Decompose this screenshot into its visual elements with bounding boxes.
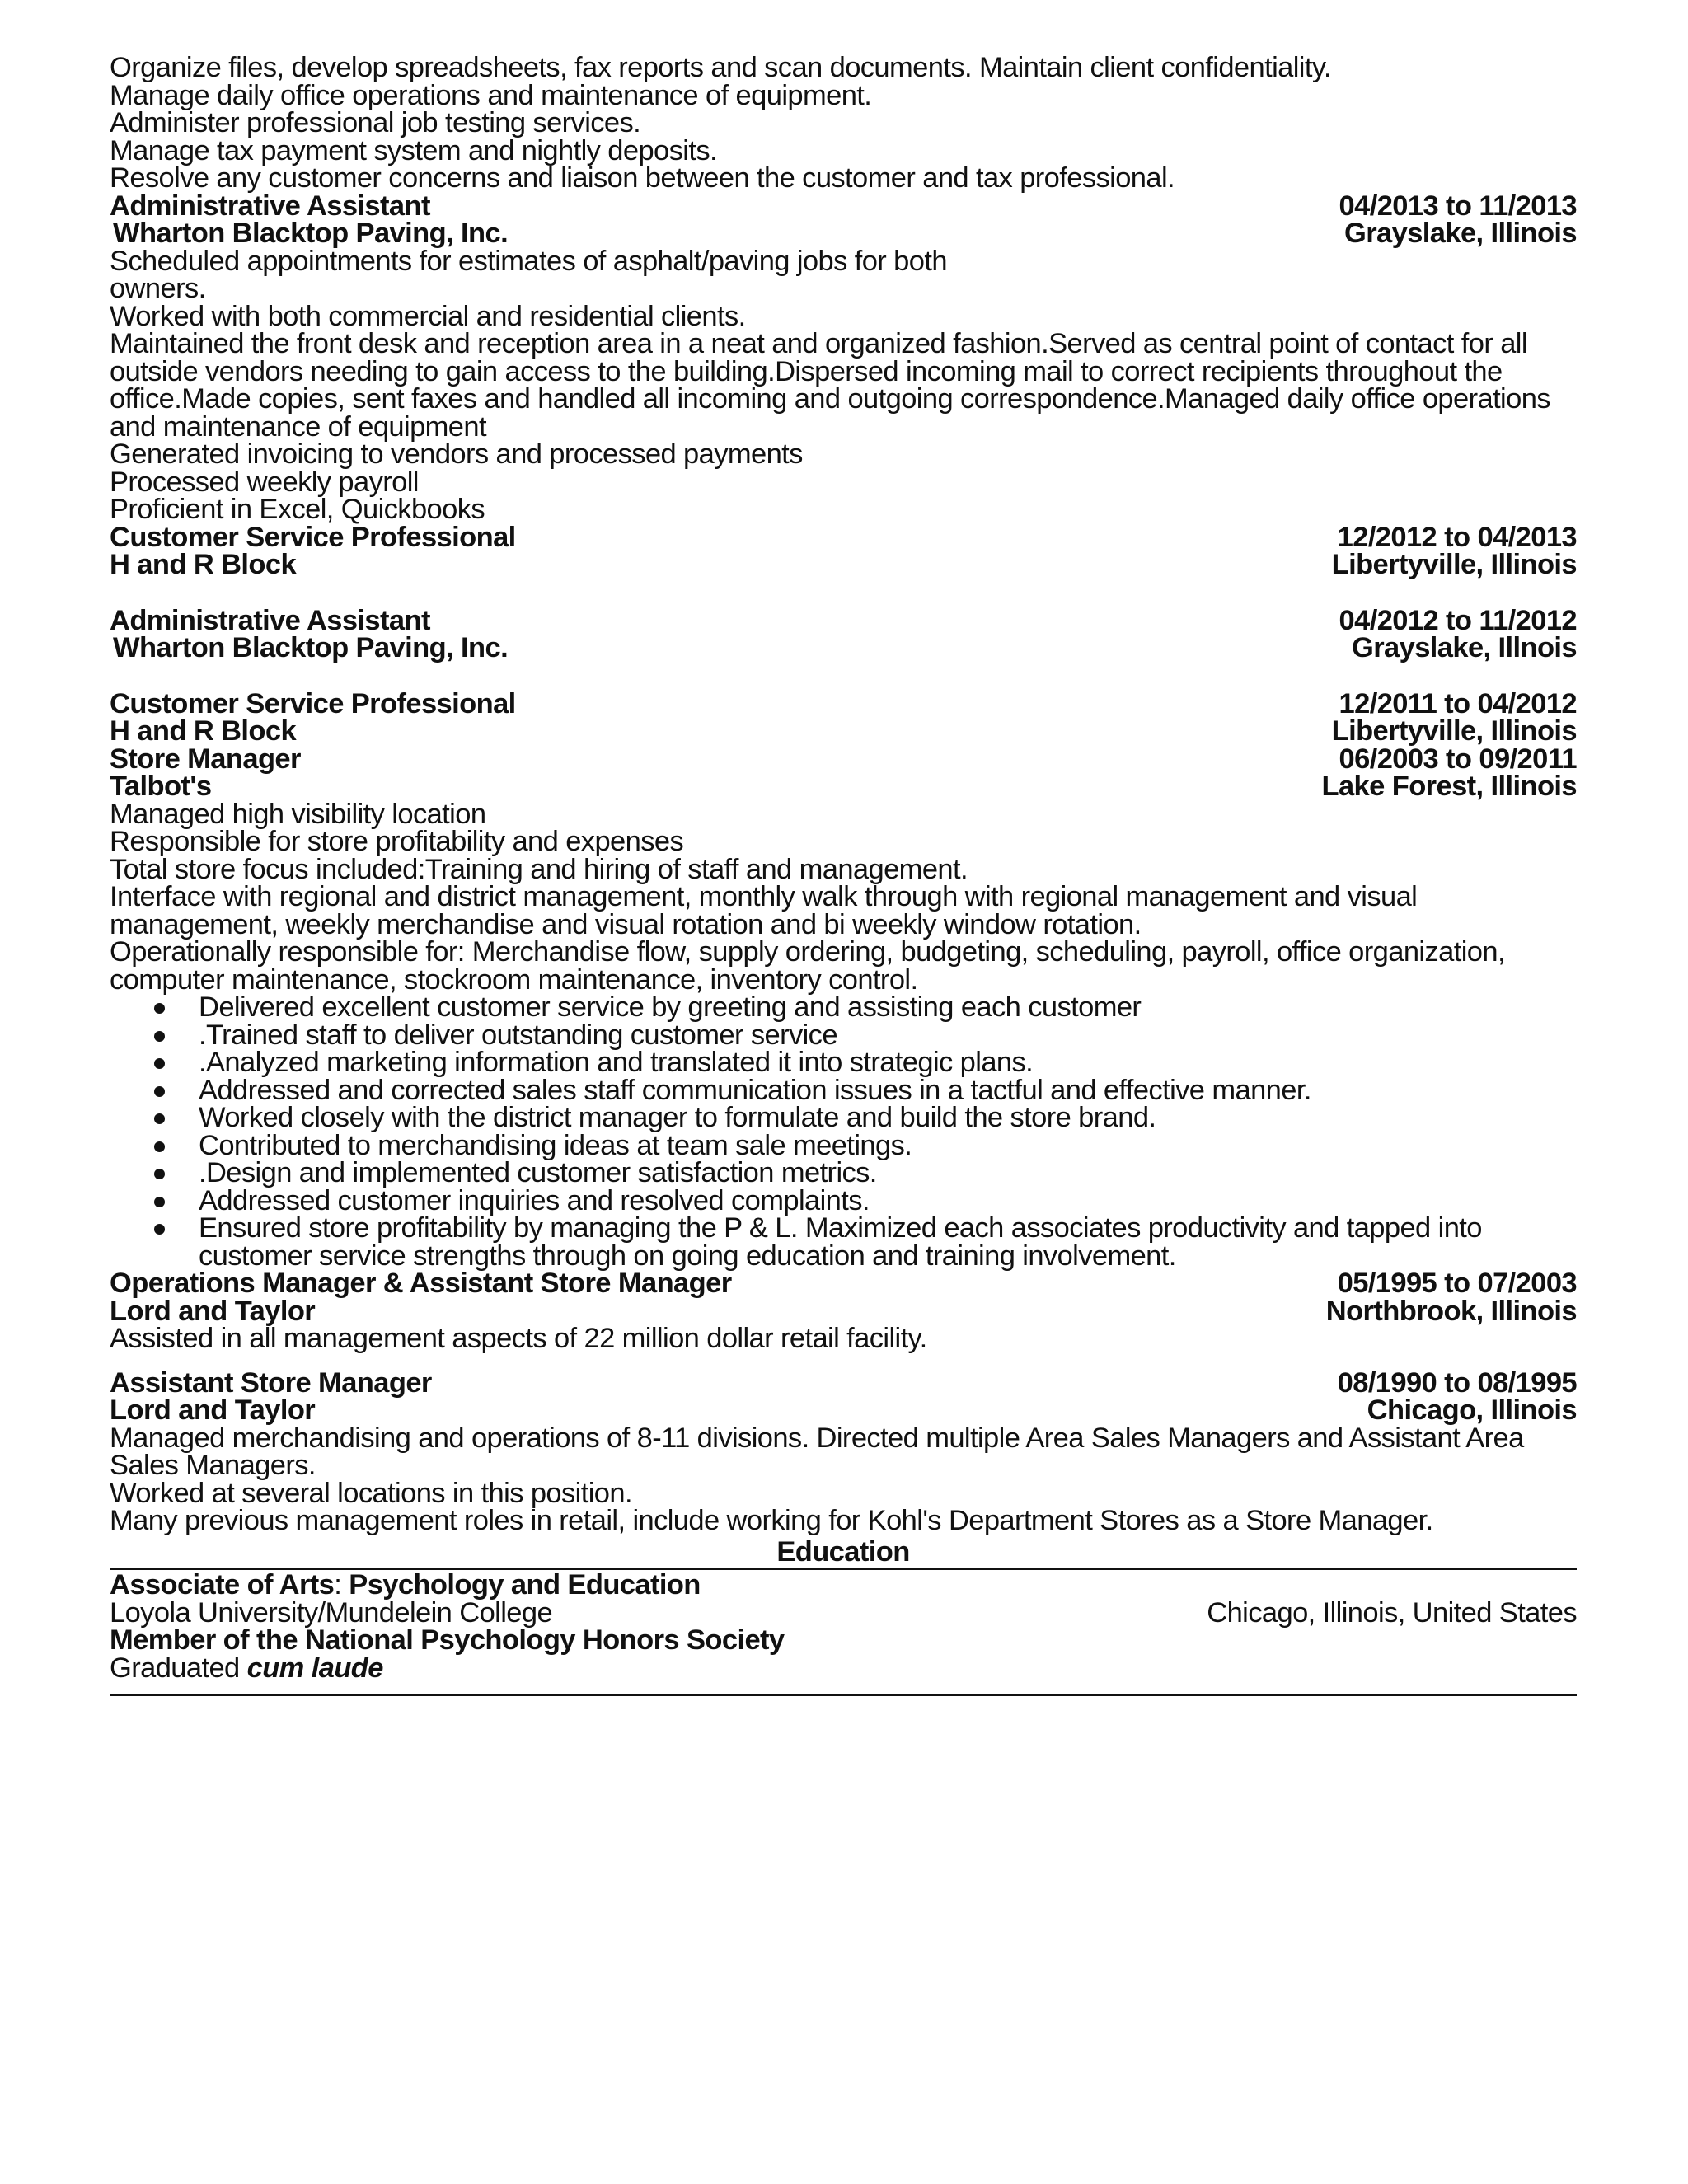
text-line: Manage tax payment system and nightly deposits. [110, 134, 717, 166]
text-line: Worked at several locations in this position. [110, 1477, 632, 1509]
text-line: computer maintenance, stockroom maintenance, inventory control. [110, 963, 918, 996]
bullet-list [110, 991, 1577, 1272]
text-line: Interface with regional and district management, monthly walk through with regional management and visual [110, 881, 1418, 912]
bullet-icon [154, 1197, 165, 1207]
job-location: Chicago, Illinois [1367, 1394, 1577, 1426]
text-line: Responsible for store profitability and expenses [110, 826, 684, 857]
degree-line [110, 1569, 1577, 1601]
bullet-icon [154, 1058, 165, 1069]
section-heading: Education [776, 1535, 910, 1568]
list-item: Worked closely with the district manager to formulate and build the store brand. [199, 1104, 1577, 1132]
job-dates: 12/2011 to 04/2012 [1339, 687, 1577, 719]
school: Loyola University/Mundelein College [110, 1596, 553, 1629]
job-title: Customer Service Professional [110, 521, 516, 553]
text-line: outside vendors needing to gain access to the building.Dispersed incoming mail to correct recipients throughout the [110, 355, 1503, 387]
list-item: .Trained staff to deliver outstanding customer service [199, 1022, 1577, 1050]
list-item: .Design and implemented customer satisfaction metrics. [199, 1160, 1577, 1188]
intro-block [110, 54, 1577, 193]
text-line: and maintenance of equipment [110, 410, 486, 443]
bullet-icon [154, 1031, 165, 1042]
text-line: Managed merchandising and operations of 8-11 divisions. Directed multiple Area Sales Managers and Assistant Area [110, 1422, 1524, 1454]
spacer [110, 663, 1577, 691]
job-dates: 12/2012 to 04/2013 [1337, 521, 1577, 553]
job-location: Libertyville, Illinois [1331, 715, 1577, 747]
text-line: Generated invoicing to vendors and processed payments [110, 438, 803, 470]
degree-separator: : [334, 1569, 342, 1601]
job-entry [110, 687, 1577, 747]
graduated-distinction: cum laude [246, 1652, 383, 1684]
list-item: .Analyzed marketing information and translated it into strategic plans. [199, 1049, 1577, 1077]
job-location: Grayslake, Illnois [1351, 632, 1577, 663]
list-item: Ensured store profitability by managing the P & L. Maximized each associates productivity and tapped into customer service strengths through on going education and training involvement. [199, 1215, 1577, 1270]
job-entry [110, 190, 1577, 525]
bullet-icon [154, 1169, 165, 1179]
job-entry [110, 604, 1577, 663]
job-company: Wharton Blacktop Paving, Inc. [113, 632, 509, 663]
text-line: Manage daily office operations and maintenance of equipment. [110, 79, 872, 111]
job-company: H and R Block [110, 715, 297, 747]
list-item: Addressed customer inquiries and resolved complaints. [199, 1188, 1577, 1216]
job-entry [110, 1366, 1577, 1536]
job-title: Store Manager [110, 743, 301, 775]
job-company: H and R Block [110, 549, 297, 580]
job-company: Lord and Taylor [110, 1394, 316, 1426]
text-line: Proficient in Excel, Quickbooks [110, 494, 485, 525]
list-item: Contributed to merchandising ideas at team sale meetings. [199, 1132, 1577, 1160]
resume-page [110, 54, 1577, 1698]
text-line: Worked with both commercial and residential clients. [110, 300, 746, 332]
text-line: Processed weekly payroll [110, 466, 419, 498]
text-line: Scheduled appointments for estimates of asphalt/paving jobs for both [110, 245, 947, 277]
bullet-icon [154, 1003, 165, 1014]
job-title: Operations Manager & Assistant Store Manager [110, 1268, 732, 1299]
text-line: office.Made copies, sent faxes and handled all incoming and outgoing correspondence.Managed daily office operations [110, 383, 1550, 415]
bullet-icon [154, 1224, 165, 1235]
text-line: Total store focus included:Training and hiring of staff and management. [110, 853, 968, 885]
job-entry [110, 521, 1577, 580]
text-line: management, weekly merchandise and visual rotation and bi weekly window rotation. [110, 908, 1142, 940]
job-company: Wharton Blacktop Paving, Inc. [113, 218, 509, 249]
honor: Member of the National Psychology Honors Society [110, 1624, 785, 1656]
job-title: Customer Service Professional [110, 687, 516, 719]
school-location: Chicago, Illinois, United States [1207, 1596, 1577, 1629]
job-company: Talbot's [110, 771, 212, 802]
list-item: Delivered excellent customer service by greeting and assisting each customer [199, 994, 1577, 1022]
education-section [110, 1535, 1577, 1697]
text-line: Assisted in all management aspects of 22 million dollar retail facility. [110, 1323, 927, 1354]
major: Psychology and Education [349, 1569, 701, 1601]
bullet-icon [154, 1113, 165, 1124]
text-line: Managed high visibility location [110, 798, 486, 830]
section-rule [110, 1694, 1577, 1696]
job-location: Northbrook, Illinois [1325, 1295, 1577, 1327]
text-line: owners. [110, 273, 206, 304]
bullet-icon [154, 1141, 165, 1152]
job-dates: 06/2003 to 09/2011 [1339, 743, 1577, 775]
job-title: Administrative Assistant [110, 604, 430, 636]
bullet-icon [154, 1086, 165, 1097]
job-dates: 04/2012 to 11/2012 [1339, 604, 1577, 636]
text-line: Maintained the front desk and reception area in a neat and organized fashion.Served as central point of contact for all [110, 328, 1527, 359]
job-entry [110, 743, 1577, 1272]
job-title: Assistant Store Manager [110, 1366, 432, 1399]
text-line: Organize files, develop spreadsheets, fax reports and scan documents. Maintain client confidentiality. [110, 52, 1331, 83]
job-location: Libertyville, Illinois [1331, 549, 1577, 580]
degree: Associate of Arts [110, 1569, 335, 1601]
text-line: Operationally responsible for: Merchandise flow, supply ordering, budgeting, scheduling, payroll, office organization, [110, 936, 1505, 968]
graduated-line [110, 1652, 1577, 1684]
job-entry [110, 1270, 1577, 1353]
job-dates: 04/2013 to 11/2013 [1339, 190, 1577, 222]
spacer [110, 579, 1577, 607]
job-location: Lake Forest, Illinois [1321, 771, 1577, 802]
text-line: Many previous management roles in retail, include working for Kohl's Department Stores as a Store Manager. [110, 1505, 1433, 1536]
text-line: Sales Managers. [110, 1450, 316, 1481]
graduated-prefix: Graduated [110, 1652, 247, 1684]
text-line: Resolve any customer concerns and liaison between the customer and tax professional. [110, 162, 1175, 194]
job-dates: 05/1995 to 07/2003 [1337, 1268, 1577, 1299]
text-line: Administer professional job testing services. [110, 107, 641, 138]
list-item: Addressed and corrected sales staff communication issues in a tactful and effective manner. [199, 1077, 1577, 1105]
job-title: Administrative Assistant [110, 190, 430, 222]
job-dates: 08/1990 to 08/1995 [1337, 1366, 1577, 1399]
job-location: Grayslake, Illinois [1343, 218, 1577, 249]
job-company: Lord and Taylor [110, 1295, 316, 1327]
